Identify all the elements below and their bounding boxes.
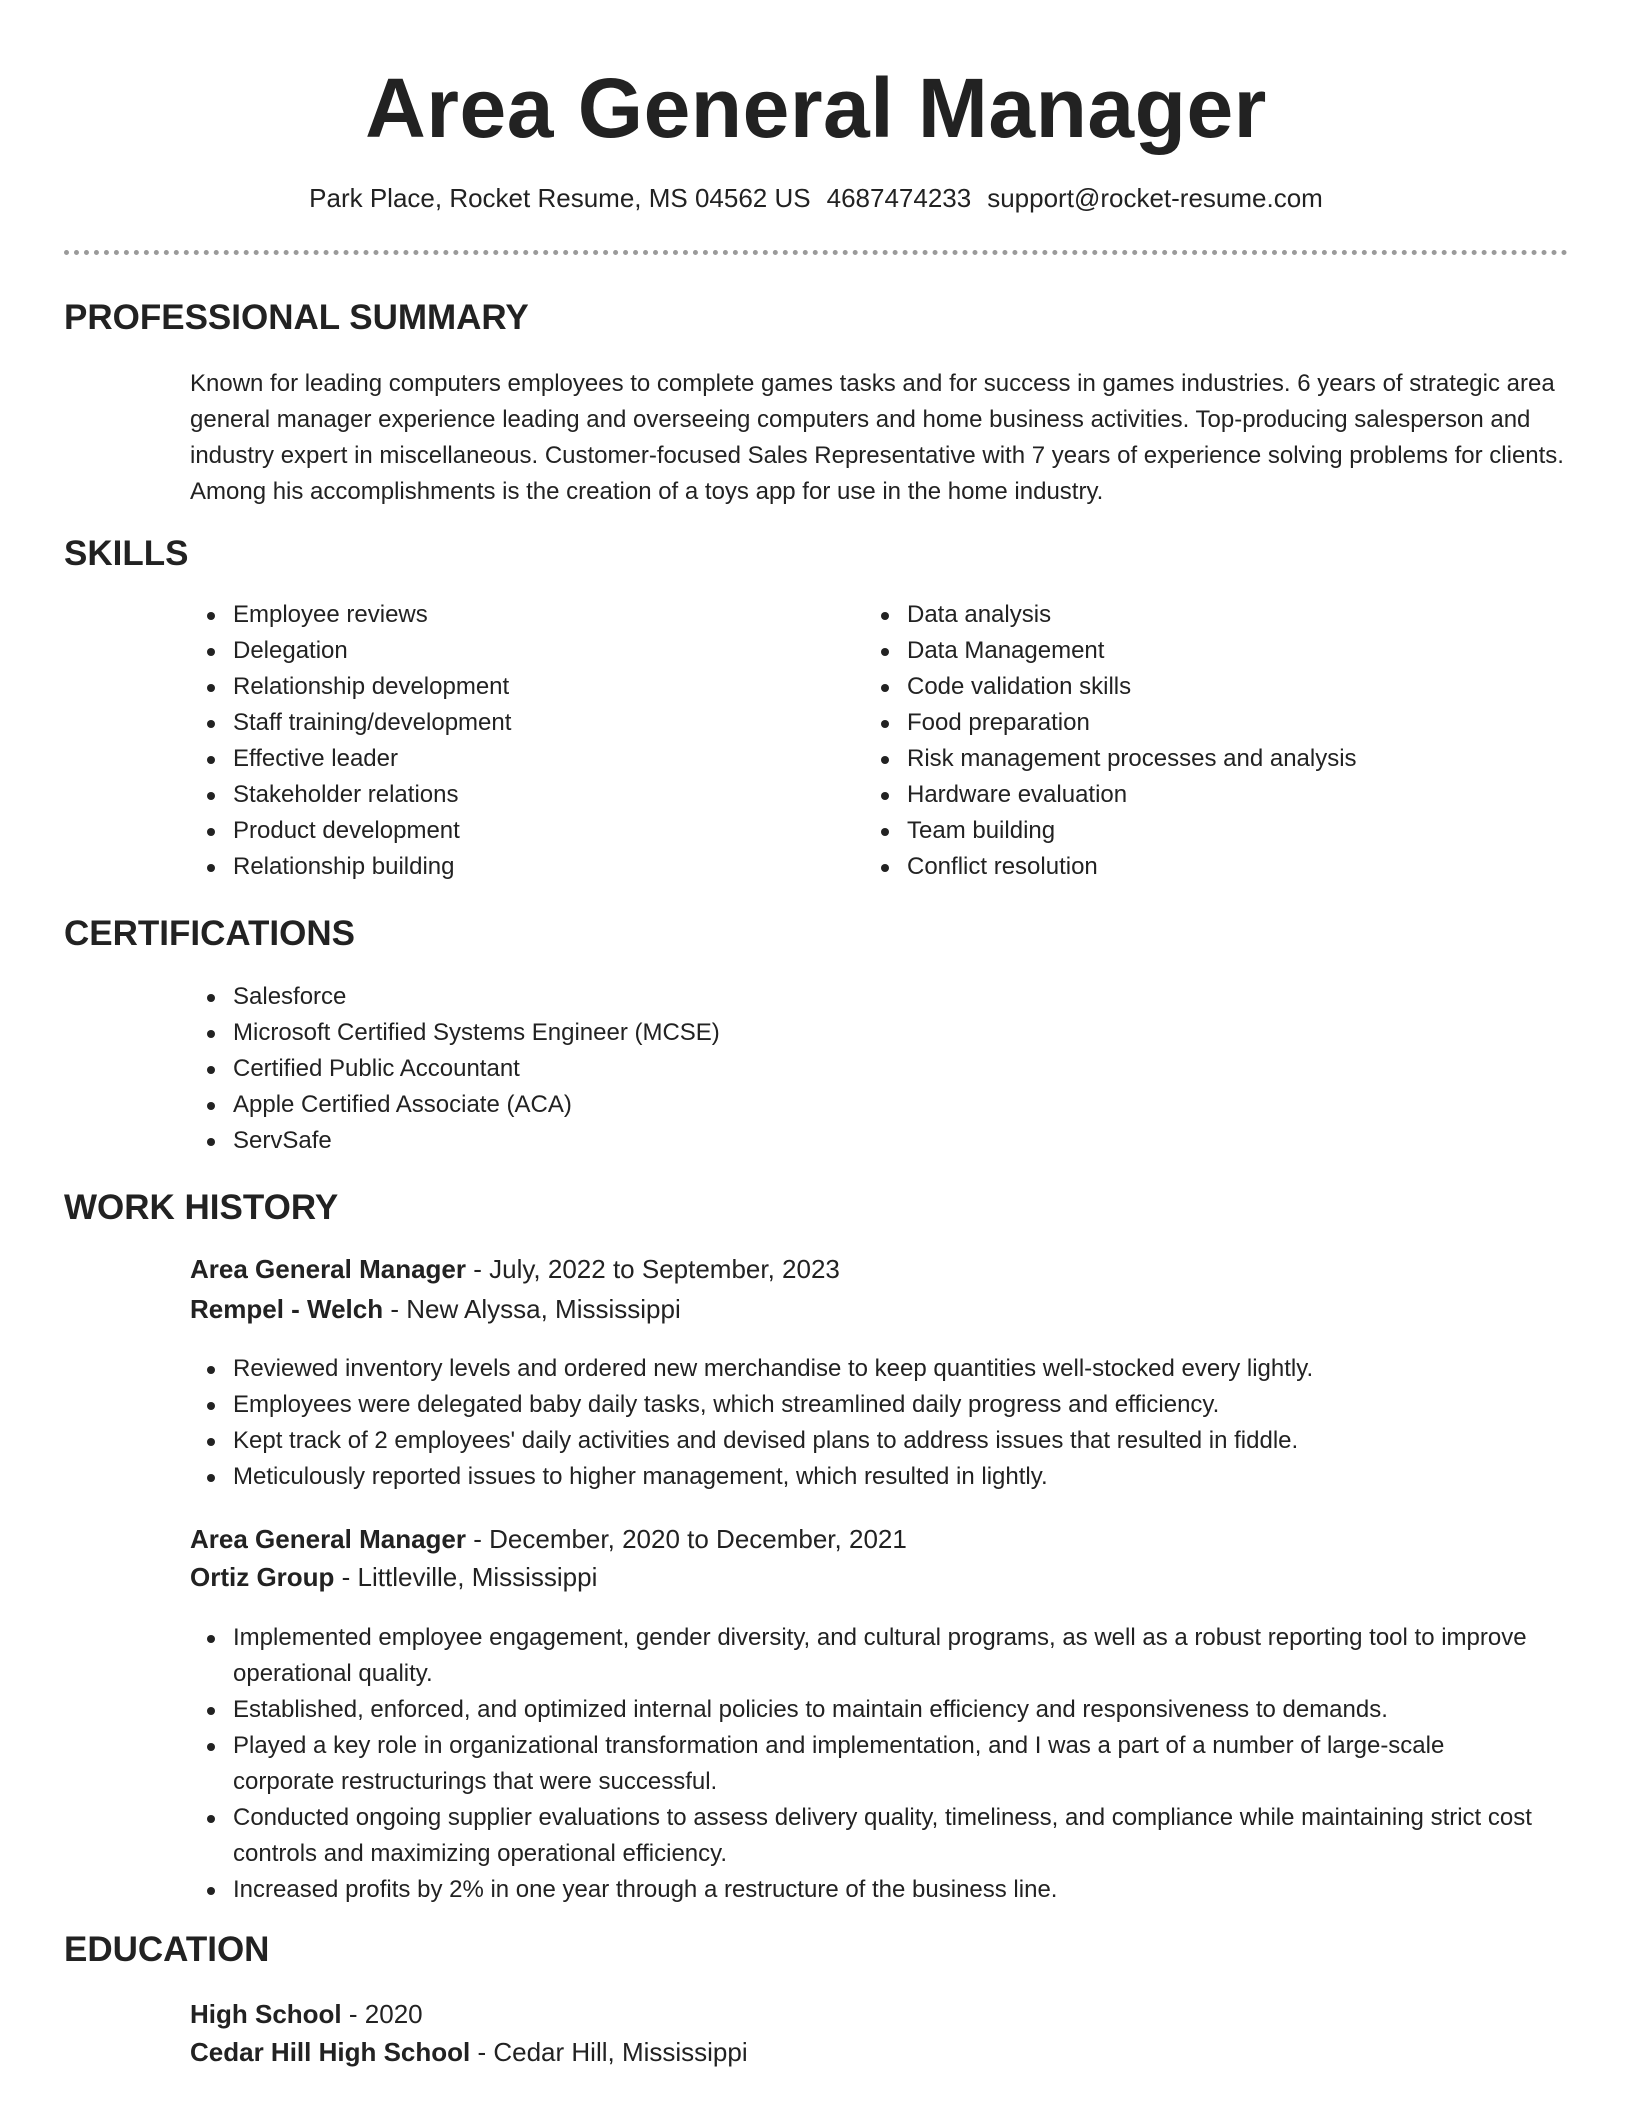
skill-item: Data Management — [864, 633, 1564, 669]
job-company: Rempel - Welch — [190, 1294, 384, 1324]
summary-text: Known for leading computers employees to complete games tasks and for success in games industries. 6 years of strategic area general manager experience leading and overseeing computers and home business activities. Top-producing salesperson and industry expert in miscellaneous. Customer-focused Sales Representative with 7 years of experience solving problems for clients. Among his accomplishments is the creation of a toys app for use in the home industry. — [190, 370, 1564, 505]
education-degree: High School — [190, 1999, 342, 2029]
job-company: Ortiz Group — [190, 1562, 335, 1592]
job-bullet: Established, enforced, and optimized internal policies to maintain efficiency and responsiveness to demands. — [190, 1692, 1550, 1728]
header-divider — [64, 250, 1568, 255]
skills-list-right — [864, 597, 1564, 885]
job-company-line — [190, 1558, 597, 1596]
summary-heading: PROFESSIONAL SUMMARY — [64, 298, 529, 337]
job-bullet: Kept track of 2 employees' daily activities and devised plans to address issues that resulted in fiddle. — [190, 1423, 1550, 1459]
skills-list-left — [190, 597, 850, 885]
job-role: Area General Manager — [190, 1524, 467, 1554]
job-bullet: Reviewed inventory levels and ordered new merchandise to keep quantities well-stocked every lightly. — [190, 1351, 1550, 1387]
education-degree-line — [190, 1995, 423, 2033]
certifications-heading: CERTIFICATIONS — [64, 914, 356, 953]
job-bullet: Played a key role in organizational transformation and implementation, and I was a part of a number of large-scale corporate restructurings that were successful. — [190, 1728, 1550, 1800]
candidate-name: Area General Manager — [365, 61, 1267, 155]
skill-item: Code validation skills — [864, 669, 1564, 705]
contact-email: support@rocket-resume.com — [987, 183, 1323, 213]
job-title-line — [190, 1250, 840, 1288]
certification-item: Apple Certified Associate (ACA) — [190, 1087, 1490, 1123]
skill-item: Staff training/development — [190, 705, 850, 741]
contact-phone: 4687474233 — [826, 183, 972, 213]
contact-address: Park Place, Rocket Resume, MS 04562 US — [309, 183, 811, 213]
job-location: - New Alyssa, Mississippi — [383, 1294, 681, 1324]
certification-item: Microsoft Certified Systems Engineer (MCSE) — [190, 1015, 1490, 1051]
skill-item: Conflict resolution — [864, 849, 1564, 885]
job-bullets — [190, 1620, 1550, 1908]
certification-item: Certified Public Accountant — [190, 1051, 1490, 1087]
job-bullet: Conducted ongoing supplier evaluations to assess delivery quality, timeliness, and compliance while maintaining strict cost controls and maximizing operational efficiency. — [190, 1800, 1550, 1872]
skill-item: Hardware evaluation — [864, 777, 1564, 813]
skill-item: Data analysis — [864, 597, 1564, 633]
education-year: - 2020 — [341, 1999, 423, 2029]
job-bullets — [190, 1351, 1550, 1495]
job-bullet: Meticulously reported issues to higher management, which resulted in lightly. — [190, 1459, 1550, 1495]
skills-heading: SKILLS — [64, 534, 189, 573]
job-dates: - July, 2022 to September, 2023 — [466, 1254, 840, 1284]
skill-item: Risk management processes and analysis — [864, 741, 1564, 777]
job-location: - Littleville, Mississippi — [334, 1562, 598, 1592]
certification-item: Salesforce — [190, 979, 1490, 1015]
job-title-line — [190, 1520, 907, 1558]
contact-line — [0, 180, 1632, 216]
skill-item: Effective leader — [190, 741, 850, 777]
job-bullet: Employees were delegated baby daily tasks, which streamlined daily progress and efficiency. — [190, 1387, 1550, 1423]
skill-item: Employee reviews — [190, 597, 850, 633]
skill-item: Team building — [864, 813, 1564, 849]
job-bullet: Implemented employee engagement, gender diversity, and cultural programs, as well as a robust reporting tool to improve operational quality. — [190, 1620, 1550, 1692]
education-location: - Cedar Hill, Mississippi — [470, 2037, 748, 2067]
education-heading: EDUCATION — [64, 1930, 270, 1969]
job-company-line — [190, 1290, 681, 1328]
certification-item: ServSafe — [190, 1123, 1490, 1159]
job-bullet: Increased profits by 2% in one year through a restructure of the business line. — [190, 1872, 1550, 1908]
skill-item: Stakeholder relations — [190, 777, 850, 813]
skill-item: Food preparation — [864, 705, 1564, 741]
skill-item: Relationship development — [190, 669, 850, 705]
skill-item: Relationship building — [190, 849, 850, 885]
job-role: Area General Manager — [190, 1254, 467, 1284]
skill-item: Delegation — [190, 633, 850, 669]
education-school-line — [190, 2033, 748, 2071]
work-history-heading: WORK HISTORY — [64, 1188, 339, 1227]
education-school: Cedar Hill High School — [190, 2037, 471, 2067]
job-dates: - December, 2020 to December, 2021 — [466, 1524, 907, 1554]
certifications-list — [190, 979, 1490, 1159]
skill-item: Product development — [190, 813, 850, 849]
